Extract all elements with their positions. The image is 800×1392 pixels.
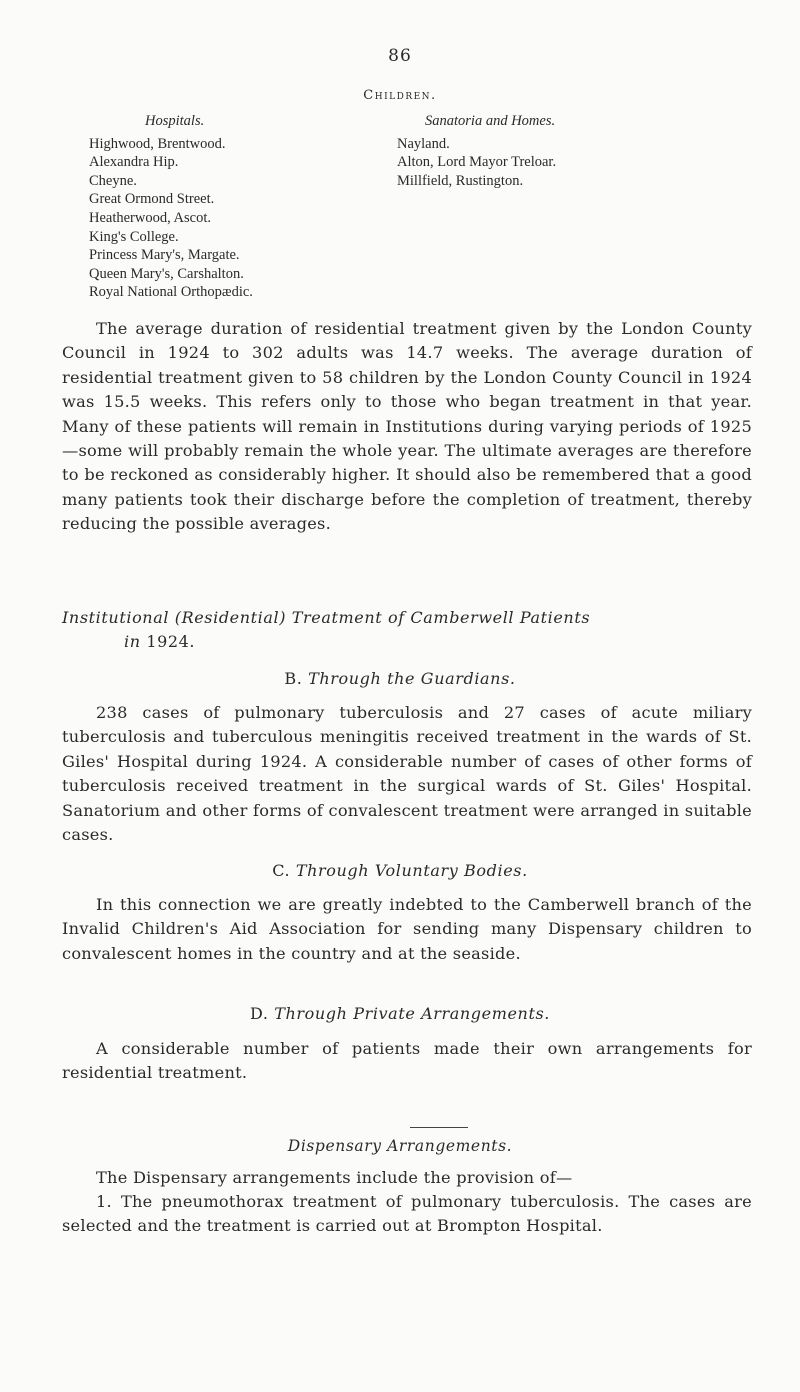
sanatoria-item: Alton, Lord Mayor Treloar.	[397, 154, 557, 171]
section-b-heading	[0, 669, 800, 688]
sanatoria-heading: Sanatoria and Homes.	[425, 113, 556, 129]
institutional-heading	[62, 606, 752, 654]
sanatoria-item: Millfield, Rustington.	[397, 172, 524, 189]
section-d-paragraph: A considerable number of patients made their own arrangements for residential treatment.	[62, 1039, 752, 1083]
hospital-item: Highwood, Brentwood.	[89, 135, 226, 152]
institutional-heading-line2	[62, 630, 752, 654]
section-d-letter: D.	[249, 1004, 269, 1023]
section-b-title: Through the Guardians.	[308, 669, 516, 688]
dispensary-heading: Dispensary Arrangements.	[287, 1137, 513, 1155]
hospital-item: Cheyne.	[89, 172, 137, 189]
section-b-letter: B.	[284, 669, 303, 688]
section-c-heading	[0, 861, 800, 880]
section-c-letter: C.	[272, 861, 291, 880]
sanatoria-item: Nayland.	[397, 135, 450, 152]
hospital-item: Great Ormond Street.	[89, 191, 215, 208]
institutional-heading-line1: Institutional (Residential) Treatment of Camberwell Patients	[62, 608, 591, 627]
hospitals-column	[89, 112, 389, 302]
institutional-heading-year: 1924.	[146, 632, 196, 651]
section-title: Children.	[363, 88, 437, 103]
sanatoria-column	[397, 112, 697, 190]
hospitals-heading: Hospitals.	[145, 113, 205, 129]
dispensary-item-1: 1. The pneumothorax treatment of pulmonary tuberculosis. The cases are selected and the treatment is carried out at Brompton Hospital.	[62, 1192, 752, 1236]
hospital-item: King's College.	[89, 228, 179, 245]
section-c-title: Through Voluntary Bodies.	[295, 861, 528, 880]
hospital-item: Royal National Orthopædic.	[89, 284, 253, 301]
section-b-paragraph: 238 cases of pulmonary tuberculosis and 27 cases of acute miliary tuberculosis and tuberculous meningitis received treatment in the wards of St. Giles' Hospital during 1924. A considerable number of cases of other forms of tuberculosis received treatment in the surgical wards of St. Giles' Hospital. Sanatorium and other forms of convalescent treatment were arranged in suitable cases.	[62, 703, 752, 845]
dispensary-intro: The Dispensary arrangements include the provision of—	[96, 1168, 573, 1187]
section-d-title: Through Private Arrangements.	[274, 1004, 550, 1023]
hospital-item: Alexandra Hip.	[89, 154, 179, 171]
hospital-item: Heatherwood, Ascot.	[89, 209, 212, 226]
hospital-item: Queen Mary's, Carshalton.	[89, 265, 244, 282]
section-divider	[410, 1127, 468, 1128]
section-d-heading	[0, 1004, 800, 1023]
hospital-item: Princess Mary's, Margate.	[89, 247, 240, 264]
institutional-heading-in: in	[124, 632, 141, 651]
page-number: 86	[388, 46, 412, 66]
duration-paragraph: The average duration of residential treatment given by the London County Council in 1924 to 302 adults was 14.7 weeks. The average duration of residential treatment given to 58 children by the London County Council in 1924 was 15.5 weeks. This refers only to those who began treatment in that year. Many of these patients will remain in Institutions during varying periods of 1925—some will probably remain the whole year. The ultimate averages are therefore to be reckoned as considerably higher. It should also be remembered that a good many patients took their discharge before the completion of treatment, thereby reducing the possible averages.	[62, 319, 752, 534]
section-c-paragraph: In this connection we are greatly indebted to the Camberwell branch of the Invalid Children's Aid Association for sending many Dispensary children to convalescent homes in the country and at the seaside.	[62, 895, 752, 963]
